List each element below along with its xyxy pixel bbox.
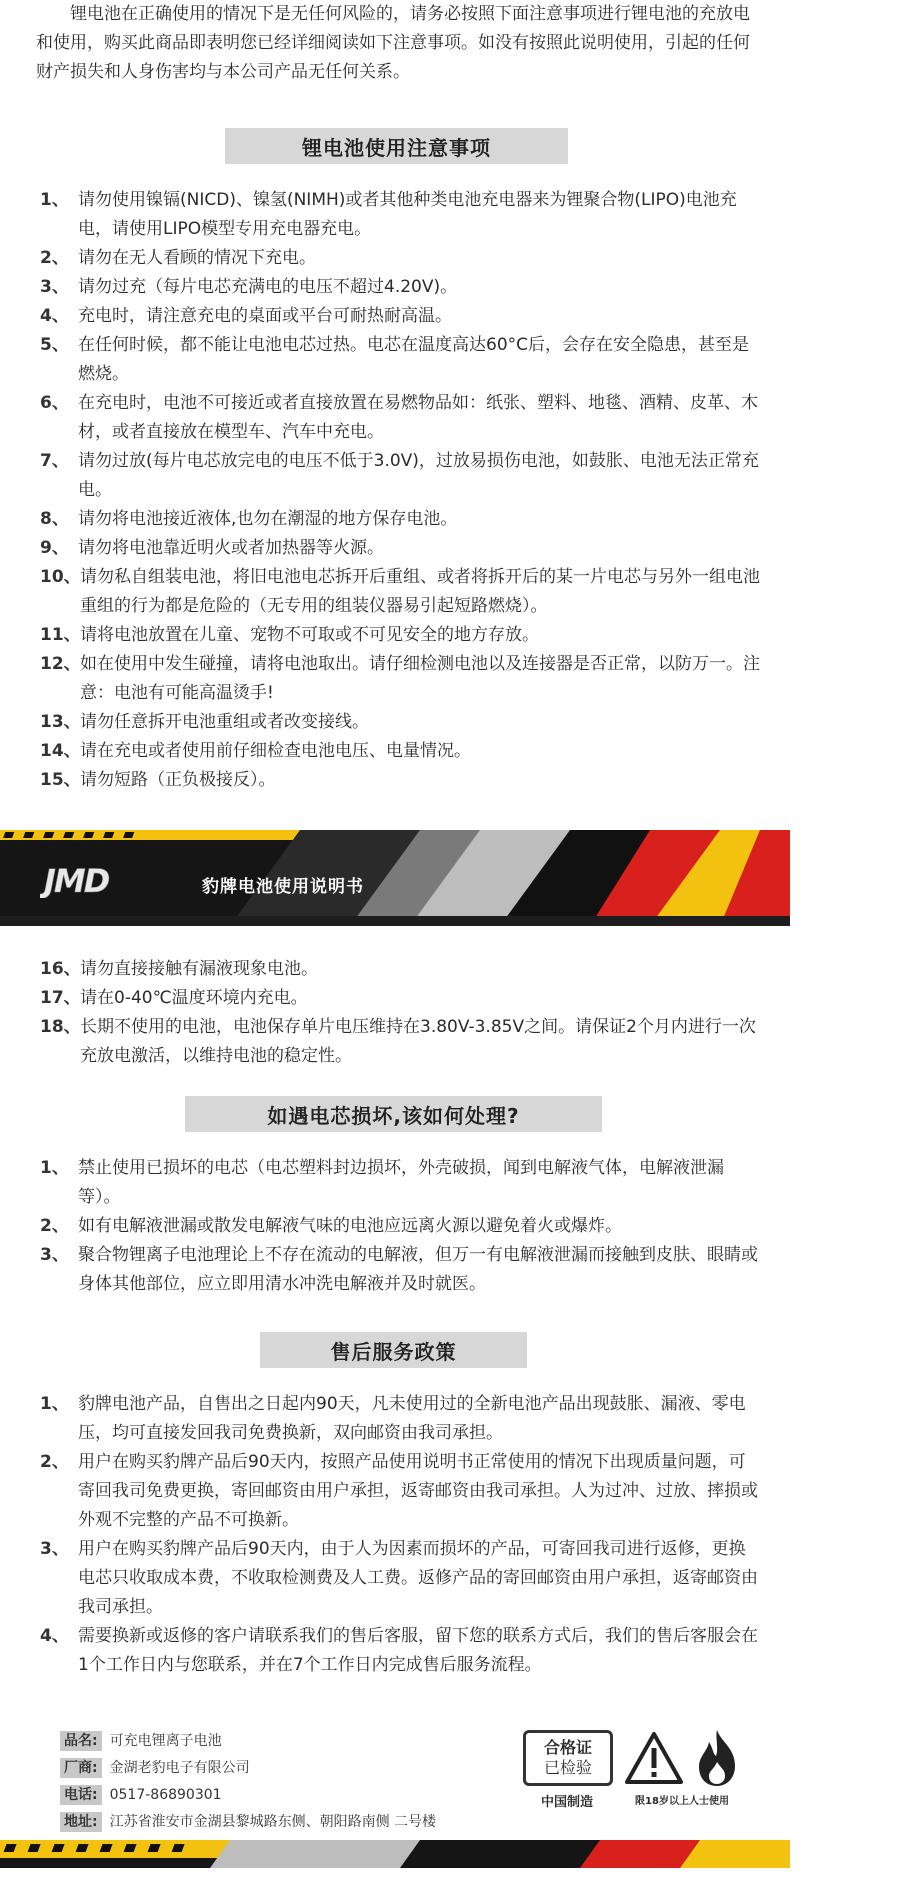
list-item: 2、 如有电解液泄漏或散发电解液气味的电池应远离火源以避免着火或爆炸。	[40, 1216, 622, 1236]
list-item: 12、 如在使用中发生碰撞，请将电池取出。请仔细检测电池以及连接器是否正常，以防万一。注意：电池有可能高温烫手!	[40, 654, 760, 703]
list-item: 2、 请勿在无人看顾的情况下充电。	[40, 248, 316, 268]
banner-title: 豹牌电池使用说明书	[202, 877, 364, 897]
list-item: 5、 在任何时候，都不能让电池电芯过热。电芯在温度高达60°C后，会存在安全隐患，甚至是燃烧。	[40, 335, 750, 384]
list-item: 7、 请勿过放(每片电芯放完电的电压不低于3.0V)，过放易损伤电池，如鼓胀、电池无法正常充电。	[40, 451, 759, 500]
list-item: 11、 请将电池放置在儿童、宠物不可取或不可见安全的地方存放。	[40, 625, 539, 645]
list-item: 2、 用户在购买豹牌产品后90天内，按照产品使用说明书正常使用的情况下出现质量问题，可寄回我司免费更换，寄回邮资由用户承担，返寄邮资由我司承担。人为过冲、过放、摔损或外观不完整的产品不可换新。	[40, 1452, 758, 1530]
list-item: 18、 长期不使用的电池，电池保存单片电压维持在3.80V-3.85V之间。请保证2个月内进行一次充放电激活，以维持电池的稳定性。	[40, 1017, 756, 1066]
warning-triangle-icon	[623, 1730, 685, 1786]
list-item: 9、 请勿将电池靠近明火或者加热器等火源。	[40, 538, 384, 558]
list-item: 1、 豹牌电池产品，自售出之日起内90天，凡未使用过的全新电池产品出现鼓胀、漏液、零电压，均可直接发回我司免费换新，双向邮资由我司承担。	[40, 1394, 746, 1443]
list-item: 17、 请在0-40℃温度环境内充电。	[40, 988, 308, 1008]
list-item: 1、 禁止使用已损坏的电芯（电芯塑料封边损坏，外壳破损，闻到电解液气体，电解液泄漏等）。	[40, 1158, 724, 1207]
age-restriction-label: 限18岁以上人士使用	[635, 1796, 729, 1807]
list-item: 8、 请勿将电池接近液体,也勿在潮湿的地方保存电池。	[40, 509, 458, 529]
section-title-precautions: 锂电池使用注意事项	[225, 128, 568, 164]
after-sales-list	[40, 1390, 760, 1680]
jmd-logo	[40, 864, 198, 898]
list-item: 15、 请勿短路（正负极接反）。	[40, 770, 276, 790]
svg-text:JMD: JMD	[44, 864, 109, 898]
list-item: 16、 请勿直接接触有漏液现象电池。	[40, 959, 318, 979]
list-item: 3、 用户在购买豹牌产品后90天内，由于人为因素而损坏的产品，可寄回我司进行返修，更换电芯只收取成本费，不收取检测费及人工费。返修产品的寄回邮资由用户承担，返寄邮资由我司承担。	[40, 1539, 758, 1617]
list-item: 6、 在充电时，电池不可接近或者直接放置在易燃物品如：纸张、塑料、地毯、酒精、皮革、木材，或者直接放在模型车、汽车中充电。	[40, 393, 758, 442]
damaged-cell-list	[40, 1154, 760, 1299]
certificate-stamp: 合格证 已检验	[523, 1730, 613, 1786]
info-row-product-name: 品名: 可充电锂离子电池	[60, 1728, 510, 1755]
list-item: 1、 请勿使用镍镉(NICD)、镍氢(NIMH)或者其他种类电池充电器来为锂聚合物(LIPO)电池充电，请使用LIPO模型专用充电器充电。	[40, 190, 737, 239]
intro-paragraph: 锂电池在正确使用的情况下是无任何风险的，请务必按照下面注意事项进行锂电池的充放电和使用，购买此商品即表明您已经详细阅读如下注意事项。如没有按照此说明使用，引起的任何财产损失和人身伤害均与本公司产品无任何关系。	[36, 4, 750, 82]
info-row-address: 地址: 江苏省淮安市金湖县黎城路东侧、朝阳路南侧 二号楼	[60, 1809, 510, 1836]
product-info	[60, 1728, 510, 1836]
list-item: 10、 请勿私自组装电池，将旧电池电芯拆开后重组、或者将拆开后的某一片电芯与另外一组电池重组的行为都是危险的（无专用的组装仪器易引起短路燃烧）。	[40, 567, 760, 616]
bottom-banner-strip	[0, 1840, 790, 1868]
section-title-damaged-cell: 如遇电芯损坏,该如何处理?	[185, 1096, 602, 1132]
info-row-manufacturer: 厂商: 金湖老豹电子有限公司	[60, 1755, 510, 1782]
brand-banner	[0, 830, 790, 926]
list-item: 4、 需要换新或返修的客户请联系我们的售后客服，留下您的联系方式后，我们的售后客服会在1个工作日内与您联系，并在7个工作日内完成售后服务流程。	[40, 1626, 758, 1675]
bottom-stripes-graphic	[0, 1840, 790, 1868]
list-item: 4、 充电时，请注意充电的桌面或平台可耐热耐高温。	[40, 306, 452, 326]
info-row-phone: 电话: 0517-86890301	[60, 1782, 510, 1809]
precautions-list-continued	[40, 955, 760, 1071]
made-in-china-label: 中国制造	[540, 1795, 593, 1810]
fire-icon	[695, 1728, 741, 1788]
list-item: 3、 请勿过充（每片电芯充满电的电压不超过4.20V)。	[40, 277, 458, 297]
section-title-after-sales: 售后服务政策	[260, 1332, 527, 1368]
list-item: 3、 聚合物锂离子电池理论上不存在流动的电解液，但万一有电解液泄漏而接触到皮肤、眼睛或身体其他部位，应立即用清水冲洗电解液并及时就医。	[40, 1245, 758, 1294]
precautions-list	[40, 186, 760, 795]
list-item: 14、 请在充电或者使用前仔细检查电池电压、电量情况。	[40, 741, 471, 761]
list-item: 13、 请勿任意拆开电池重组或者改变接线。	[40, 712, 369, 732]
